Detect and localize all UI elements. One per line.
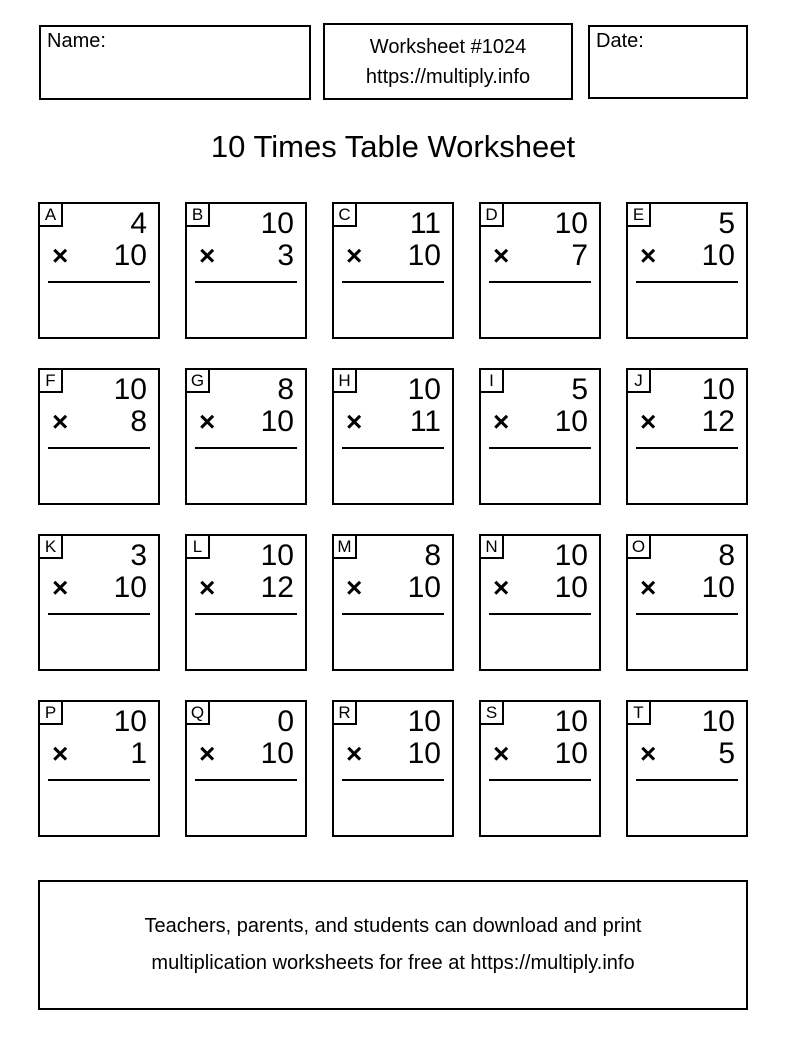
name-label: Name: (47, 30, 106, 52)
problem-cell (479, 202, 601, 339)
times-icon: × (52, 572, 69, 603)
problem-letter-badge (332, 700, 357, 725)
multiplier-row (334, 572, 452, 604)
problem-letter: K (44, 537, 57, 556)
answer-space (40, 283, 158, 323)
multiplier-row (481, 406, 599, 438)
problem-letter: M (337, 537, 352, 556)
multiplier-row (334, 406, 452, 438)
multiplicand: 10 (407, 373, 441, 406)
problem-letter-badge (479, 202, 504, 227)
multiplier-row (40, 406, 158, 438)
times-icon: × (52, 406, 69, 437)
multiplier: 10 (113, 571, 147, 604)
multiplier-row (187, 240, 305, 272)
problem-letter: E (632, 205, 645, 224)
answer-space (334, 615, 452, 655)
answer-space (628, 781, 746, 821)
multiplier: 10 (554, 405, 588, 438)
times-icon: × (199, 738, 216, 769)
problem-letter-badge (626, 202, 651, 227)
problem-letter: J (634, 371, 643, 390)
problem-letter: I (489, 371, 494, 390)
times-icon: × (346, 240, 363, 271)
multiplicand: 8 (718, 539, 735, 572)
multiplicand: 10 (701, 705, 735, 738)
times-icon: × (640, 738, 657, 769)
problem-cell (479, 700, 601, 837)
worksheet-info-box (323, 23, 573, 100)
multiplier: 10 (260, 405, 294, 438)
multiplier: 12 (260, 571, 294, 604)
multiplicand: 10 (113, 705, 147, 738)
problem-letter: S (485, 703, 498, 722)
multiplier-row (628, 240, 746, 272)
multiplier: 7 (571, 239, 588, 272)
multiplier-row (187, 406, 305, 438)
times-icon: × (640, 572, 657, 603)
multiplier: 10 (407, 239, 441, 272)
answer-space (187, 449, 305, 489)
multiplier: 10 (407, 737, 441, 770)
problem-letter: A (44, 205, 57, 224)
date-label: Date: (596, 30, 644, 52)
multiplier-row (628, 738, 746, 770)
answer-space (334, 449, 452, 489)
problem-cell (479, 368, 601, 505)
multiplicand: 8 (424, 539, 441, 572)
multiplier: 10 (701, 571, 735, 604)
multiplicand: 10 (554, 539, 588, 572)
multiplicand: 10 (407, 705, 441, 738)
multiplicand: 4 (130, 207, 147, 240)
problem-letter-badge (38, 534, 63, 559)
problem-letter-badge (332, 202, 357, 227)
multiplicand: 10 (554, 705, 588, 738)
multiplier-row (187, 572, 305, 604)
answer-space (40, 449, 158, 489)
multiplier: 12 (701, 405, 735, 438)
multiplicand: 10 (260, 207, 294, 240)
problem-cell (185, 534, 307, 671)
answer-space (334, 283, 452, 323)
problem-letter: F (45, 371, 56, 390)
problem-letter-badge (332, 368, 357, 393)
multiplicand: 10 (260, 539, 294, 572)
multiplicand: 5 (571, 373, 588, 406)
problem-cell (185, 202, 307, 339)
problem-letter-badge (185, 534, 210, 559)
times-icon: × (493, 572, 510, 603)
multiplicand: 3 (130, 539, 147, 572)
multiplicand: 10 (701, 373, 735, 406)
multiplier-row (334, 738, 452, 770)
multiplier: 8 (130, 405, 147, 438)
multiplier-row (481, 738, 599, 770)
answer-space (481, 283, 599, 323)
times-icon: × (346, 406, 363, 437)
multiplier: 10 (701, 239, 735, 272)
times-icon: × (199, 406, 216, 437)
answer-space (40, 781, 158, 821)
answer-space (628, 283, 746, 323)
times-icon: × (52, 240, 69, 271)
problems-grid (38, 202, 748, 837)
times-icon: × (493, 738, 510, 769)
problem-letter-badge (626, 700, 651, 725)
problem-cell (332, 700, 454, 837)
answer-space (481, 781, 599, 821)
worksheet-number: Worksheet #1024 (369, 35, 527, 58)
multiplier-row (40, 738, 158, 770)
date-box (588, 25, 748, 99)
multiplier-row (628, 572, 746, 604)
problem-letter-badge (185, 700, 210, 725)
problem-cell (332, 202, 454, 339)
problem-letter-badge (479, 700, 504, 725)
multiplier-row (481, 572, 599, 604)
problem-letter-badge (332, 534, 357, 559)
problem-letter-badge (479, 368, 504, 393)
problem-cell (38, 534, 160, 671)
footer-box (38, 880, 748, 1010)
multiplicand: 11 (409, 207, 441, 240)
multiplier: 5 (718, 737, 735, 770)
problem-cell (626, 534, 748, 671)
page-title: 10 Times Table Worksheet (210, 129, 576, 164)
problem-letter: G (190, 371, 205, 390)
multiplicand: 0 (277, 705, 294, 738)
multiplicand: 5 (718, 207, 735, 240)
answer-space (628, 449, 746, 489)
footer-line-1: Teachers, parents, and students can download and print (144, 915, 642, 937)
problem-cell (38, 202, 160, 339)
problem-letter-badge (185, 368, 210, 393)
problem-letter-badge (38, 700, 63, 725)
times-icon: × (199, 572, 216, 603)
answer-space (481, 449, 599, 489)
multiplier-row (187, 738, 305, 770)
problem-cell (626, 202, 748, 339)
problem-letter: O (631, 537, 646, 556)
problem-cell (332, 534, 454, 671)
multiplier-row (40, 240, 158, 272)
multiplier: 10 (407, 571, 441, 604)
multiplier-row (481, 240, 599, 272)
problem-letter: L (192, 537, 203, 556)
times-icon: × (493, 406, 510, 437)
times-icon: × (493, 240, 510, 271)
problem-cell (626, 368, 748, 505)
problem-letter-badge (38, 368, 63, 393)
problem-letter: N (485, 537, 498, 556)
times-icon: × (640, 406, 657, 437)
times-icon: × (346, 738, 363, 769)
multiplicand: 8 (277, 373, 294, 406)
answer-space (40, 615, 158, 655)
answer-space (334, 781, 452, 821)
problem-letter-badge (479, 534, 504, 559)
problem-letter: R (338, 703, 351, 722)
multiplier-row (40, 572, 158, 604)
answer-space (187, 283, 305, 323)
problem-letter-badge (626, 534, 651, 559)
problem-cell (38, 700, 160, 837)
times-icon: × (346, 572, 363, 603)
answer-space (628, 615, 746, 655)
multiplicand: 10 (554, 207, 588, 240)
multiplier-row (334, 240, 452, 272)
problem-letter: T (633, 703, 644, 722)
answer-space (187, 615, 305, 655)
problem-letter: Q (190, 703, 205, 722)
worksheet-url: https://multiply.info (365, 65, 531, 88)
name-box (39, 25, 311, 100)
problem-letter-badge (38, 202, 63, 227)
times-icon: × (52, 738, 69, 769)
multiplier: 10 (554, 571, 588, 604)
multiplier: 10 (554, 737, 588, 770)
multiplier-row (628, 406, 746, 438)
multiplier: 10 (113, 239, 147, 272)
answer-space (481, 615, 599, 655)
problem-letter: B (191, 205, 204, 224)
problem-cell (185, 700, 307, 837)
problem-letter: D (485, 205, 498, 224)
problem-cell (185, 368, 307, 505)
multiplier: 10 (260, 737, 294, 770)
times-icon: × (199, 240, 216, 271)
multiplier: 3 (277, 239, 294, 272)
problem-letter: P (44, 703, 57, 722)
multiplicand: 10 (113, 373, 147, 406)
answer-space (187, 781, 305, 821)
problem-cell (479, 534, 601, 671)
problem-cell (626, 700, 748, 837)
problem-letter-badge (185, 202, 210, 227)
problem-letter-badge (626, 368, 651, 393)
problem-cell (332, 368, 454, 505)
multiplier: 1 (130, 737, 147, 770)
problem-letter: H (338, 371, 351, 390)
footer-line-2: multiplication worksheets for free at https://multiply.info (151, 952, 635, 974)
multiplier: 11 (409, 405, 441, 438)
problem-letter: C (338, 205, 351, 224)
times-icon: × (640, 240, 657, 271)
problem-cell (38, 368, 160, 505)
